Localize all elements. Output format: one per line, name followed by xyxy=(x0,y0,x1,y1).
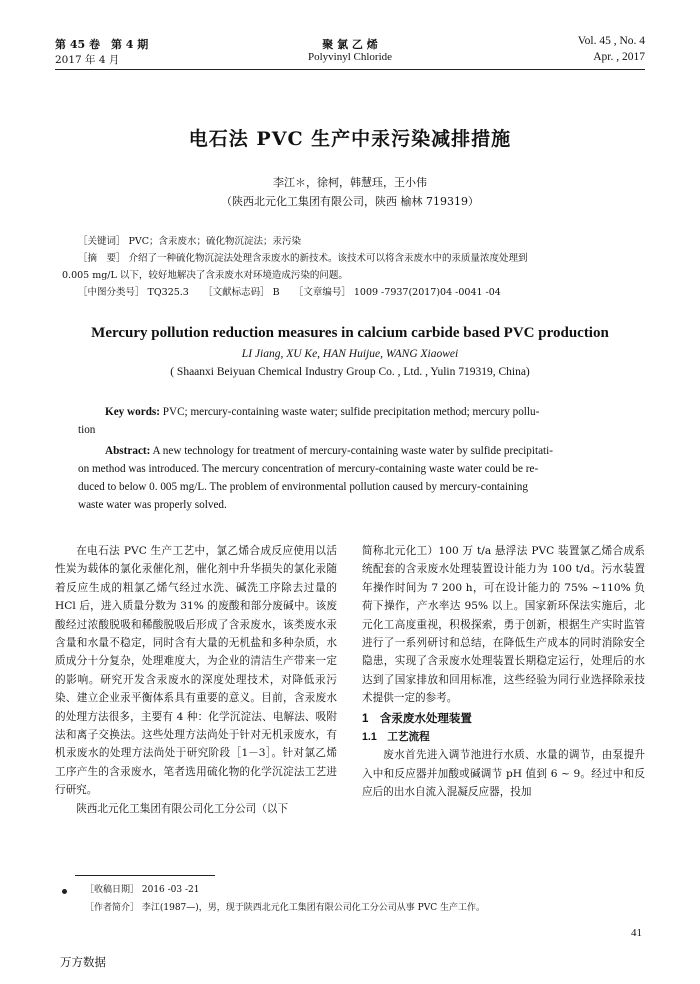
abstract-en-line3: duced to below 0. 005 mg/L. The problem of environmental pollution caused by mercury-containing xyxy=(78,481,528,493)
header-vol-en: Vol. 45 , No. 4 xyxy=(577,35,645,47)
abstract-cn-line1: ［摘 要］ 介绍了一种硫化物沉淀法处理含汞废水的新技术。该技术可以将含汞废水中的汞质量浓度处理到 xyxy=(78,253,528,264)
footnote-received: ［收稿日期］ 2016 -03 -21 xyxy=(85,885,200,895)
header-journal-cn: 聚 氯 乙 烯 xyxy=(322,38,378,51)
authors-cn: 李江＊，徐柯，韩慧珏，王小伟 xyxy=(273,176,427,189)
abstract-en-line4: waste water was properly solved. xyxy=(78,499,227,511)
abstract-en-line1 xyxy=(105,445,553,457)
page-number: 41 xyxy=(631,927,642,939)
body-right-paragraph-1: 简称北元化工）100 万 t/a 悬浮法 PVC 装置氯乙烯合成系统配套的含汞废水处理装置设计能力为 100 t/d。污水装置年操作时间为 7 200 h，可在设计能力的 75% ~110% 负荷下操作，产水率达 95% 以上。国家新环保法实施后，北元化工高度重视，积极探索，勇于创新，根据生产实时监管进行了一系列研讨和总结，在降低生产成本的同时消除安全隐患，实现了含汞废水处理装置长期稳定运行，处理后的水达到了国家排放和回用标准，这些经验为同行业选择除汞技术提供一定的参考。 xyxy=(362,545,645,705)
abstract-en-line2: on method was introduced. The mercury concentration of mercury-containing waste water could be re- xyxy=(78,463,539,475)
authors-en: LI Jiang, XU Ke, HAN Huijue, WANG Xiaowei xyxy=(241,348,459,360)
abstract-en-label: Abstract: xyxy=(105,445,151,457)
body-left-paragraph-1: 在电石法 PVC 生产工艺中，氯乙烯合成反应使用以活性炭为载体的氯化汞催化剂，催化剂中升华损失的氯化汞随着反应生成的粗氯乙烯气经过水洗、碱洗工序除去过量的 HCl 后，进入质量分数为 31% 的废酸和部分废碱中。该废酸经过浓酸脱吸和稀酸脱吸后形成了含汞废水，该类废水汞含量和水量不稳定，同时含有大量的无机盐和多种杂质，水质成分十分复杂，处理难度大，为企业的清洁生产带来一定的影响。研究开发含汞废水的深度处理技术，对降低汞污染、建立企业汞平衡体系具有重要的意义。目前，含汞废水的处理方法很多，主要有 4 种：化学沉淀法、电解法、吸附法和离子交换法。这些处理方法尚处于针对无机汞废水，有机汞废水的处理方法尚处于研究阶段［1－3］。针对氯乙烯工序产生的含汞废水，笔者选用硫化物的化学沉淀法工艺进行研究。 xyxy=(55,545,337,797)
keywords-en-line2: tion xyxy=(78,424,96,436)
body-right-column xyxy=(362,542,645,802)
watermark: 万方数据 xyxy=(60,955,106,969)
keywords-cn: ［关键词］ PVC；含汞废水；硫化物沉淀法；汞污染 xyxy=(78,236,302,247)
page-title-cn: 电石法 PVC 生产中汞污染减排措施 xyxy=(188,128,512,150)
abstract-cn-line2: 0.005 mg/L 以下，较好地解决了含汞废水对环境造成污染的问题。 xyxy=(62,270,348,281)
section-heading-1: 1 含汞废水处理装置 xyxy=(362,712,472,725)
footnote-author-bio: ［作者简介］ 李江(1987—)，男，现于陕西北元化工集团有限公司化工分公司从事 PVC 生产工作。 xyxy=(85,903,485,913)
header-date-en: Apr. , 2017 xyxy=(593,51,645,63)
classification-cn: ［中图分类号］ TQ325.3 ［文献标志码］ B ［文章编号］ 1009 -7937(2017)04 -0041 -04 xyxy=(78,287,501,298)
body-left-column xyxy=(55,542,337,818)
keywords-en-line1 xyxy=(105,406,539,418)
page-title-en: Mercury pollution reduction measures in calcium carbide based PVC production xyxy=(91,325,609,341)
affiliation-en: ( Shaanxi Beiyuan Chemical Industry Group Co. , Ltd. , Yulin 719319, China) xyxy=(170,366,530,378)
header-date: 2017 年 4 月 xyxy=(55,54,120,66)
footnote-bullet-icon xyxy=(62,889,67,894)
body-right-paragraph-2: 废水首先进入调节池进行水质、水量的调节，由泵提升入中和反应器并加酸或碱调节 pH 值到 6 ~ 9。经过中和反应后的出水自流入混凝反应器，投加 xyxy=(362,749,645,799)
body-left-paragraph-2: 陕西北元化工集团有限公司化工分公司（以下 xyxy=(76,802,289,815)
keywords-en-label: Key words: xyxy=(105,406,160,418)
header-rule xyxy=(55,69,645,70)
section-heading-1-1: 1.1 工艺流程 xyxy=(362,731,430,744)
keywords-en-text: PVC; mercury-containing waste water; sulfide precipitation method; mercury pollu- xyxy=(160,406,540,418)
header-volume: 第 45 卷 第 4 期 xyxy=(55,38,149,51)
footnote-rule xyxy=(75,875,215,876)
header-journal-en: Polyvinyl Chloride xyxy=(307,51,393,63)
abstract-en-text: A new technology for treatment of mercury-containing waste water by sulfide precipitati- xyxy=(150,445,553,457)
affiliation-cn: （陕西北元化工集团有限公司，陕西 榆林 719319） xyxy=(221,195,479,208)
